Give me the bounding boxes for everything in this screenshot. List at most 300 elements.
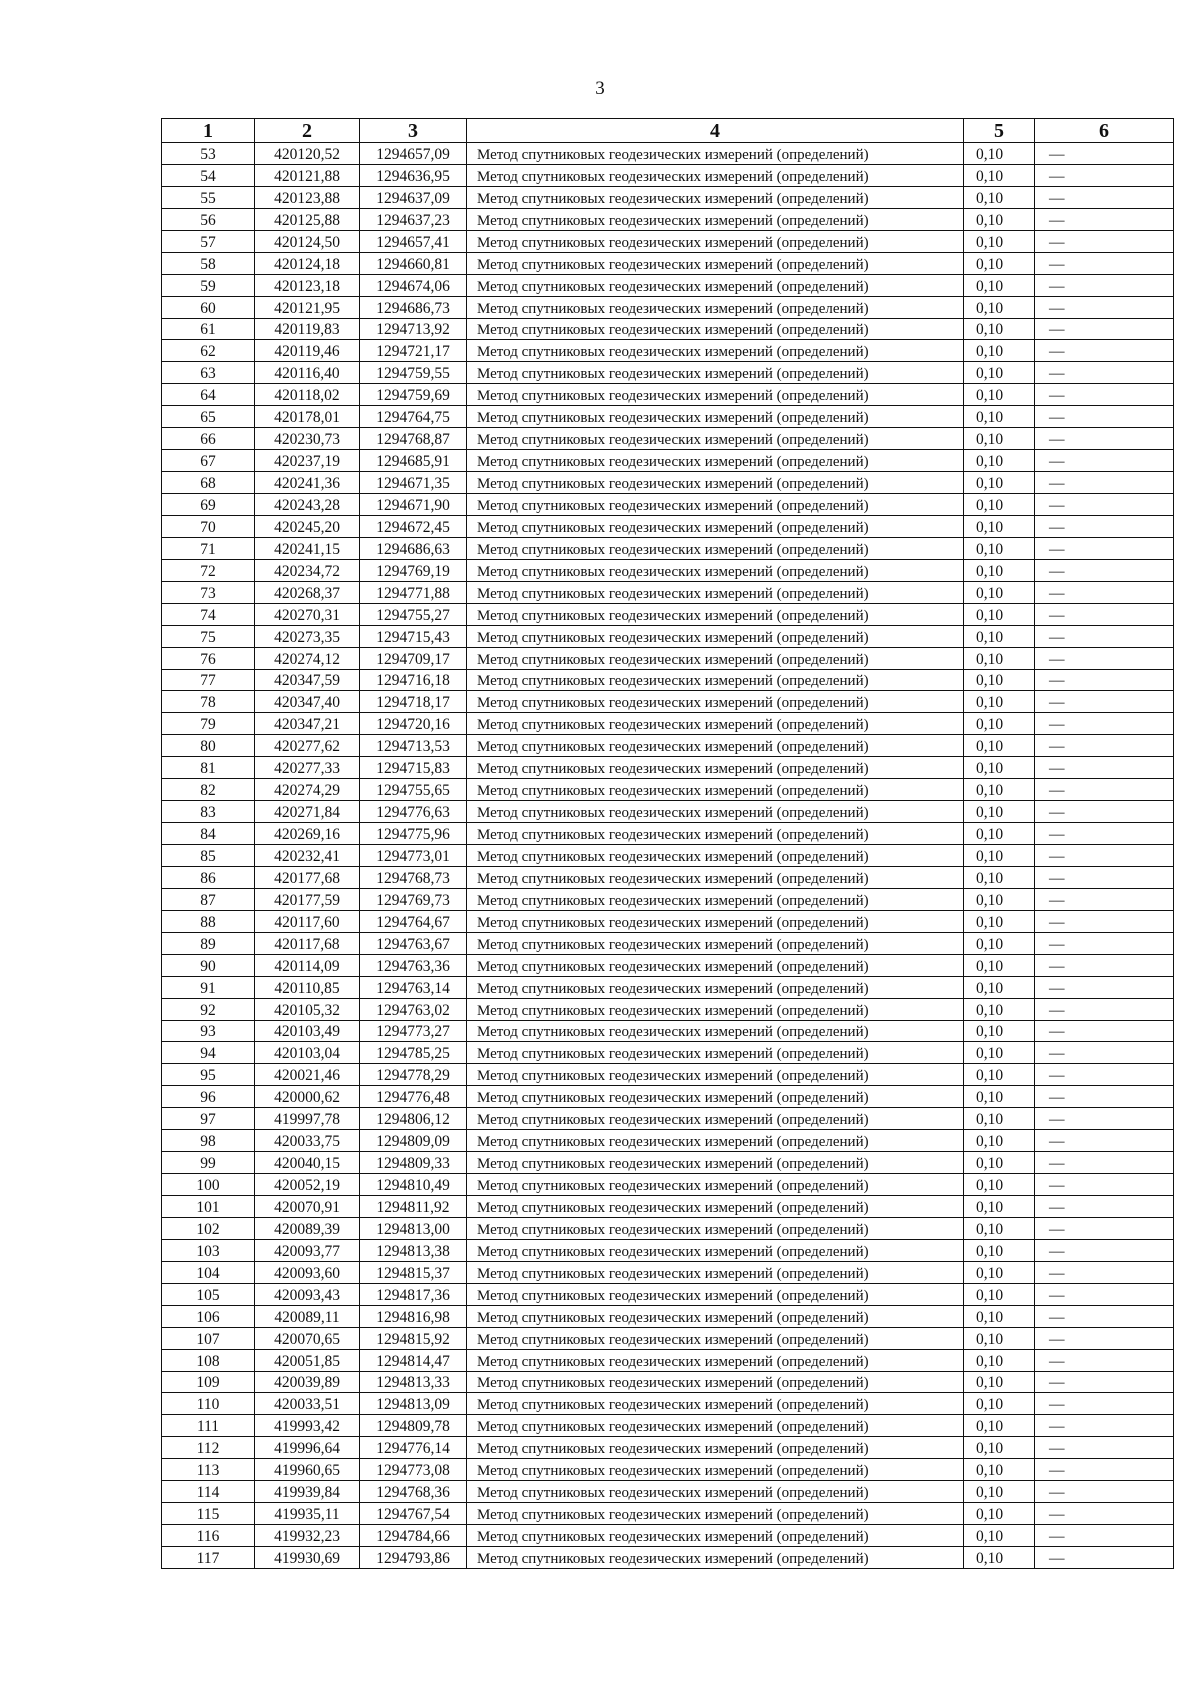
point-number-cell: 98 <box>162 1130 255 1152</box>
point-number-cell: 93 <box>162 1020 255 1042</box>
accuracy-cell: 0,10 <box>964 1042 1035 1064</box>
method-cell: Метод спутниковых геодезических измерений (определений) <box>467 1525 964 1547</box>
x-coordinate-cell: 420052,19 <box>255 1174 360 1196</box>
x-coordinate-cell: 420121,88 <box>255 164 360 186</box>
point-number-cell: 96 <box>162 1086 255 1108</box>
point-number-cell: 76 <box>162 647 255 669</box>
accuracy-cell: 0,10 <box>964 757 1035 779</box>
accuracy-cell: 0,10 <box>964 1393 1035 1415</box>
table-row <box>162 1327 1174 1349</box>
note-cell: — <box>1035 910 1174 932</box>
accuracy-cell: 0,10 <box>964 1174 1035 1196</box>
method-cell: Метод спутниковых геодезических измерений (определений) <box>467 647 964 669</box>
table-row <box>162 1108 1174 1130</box>
point-number-cell: 84 <box>162 823 255 845</box>
x-coordinate-cell: 420121,95 <box>255 296 360 318</box>
table-row <box>162 143 1174 165</box>
y-coordinate-cell: 1294716,18 <box>360 669 467 691</box>
method-cell: Метод спутниковых геодезических измерений (определений) <box>467 1503 964 1525</box>
method-cell: Метод спутниковых геодезических измерений (определений) <box>467 1437 964 1459</box>
note-cell: — <box>1035 252 1174 274</box>
table-row <box>162 1064 1174 1086</box>
x-coordinate-cell: 420178,01 <box>255 406 360 428</box>
point-number-cell: 77 <box>162 669 255 691</box>
accuracy-cell: 0,10 <box>964 1437 1035 1459</box>
note-cell: — <box>1035 1525 1174 1547</box>
point-number-cell: 81 <box>162 757 255 779</box>
point-number-cell: 113 <box>162 1459 255 1481</box>
y-coordinate-cell: 1294657,41 <box>360 230 467 252</box>
table-row <box>162 1503 1174 1525</box>
method-cell: Метод спутниковых геодезических измерений (определений) <box>467 735 964 757</box>
y-coordinate-cell: 1294769,73 <box>360 888 467 910</box>
table-row <box>162 823 1174 845</box>
point-number-cell: 56 <box>162 208 255 230</box>
y-coordinate-cell: 1294764,75 <box>360 406 467 428</box>
accuracy-cell: 0,10 <box>964 1371 1035 1393</box>
column-header: 4 <box>467 119 964 143</box>
y-coordinate-cell: 1294715,43 <box>360 625 467 647</box>
method-cell: Метод спутниковых геодезических измерений (определений) <box>467 1174 964 1196</box>
method-cell: Метод спутниковых геодезических измерений (определений) <box>467 1108 964 1130</box>
x-coordinate-cell: 420119,83 <box>255 318 360 340</box>
table-row <box>162 428 1174 450</box>
table-row <box>162 845 1174 867</box>
note-cell: — <box>1035 406 1174 428</box>
x-coordinate-cell: 420237,19 <box>255 450 360 472</box>
table-row <box>162 581 1174 603</box>
accuracy-cell: 0,10 <box>964 888 1035 910</box>
y-coordinate-cell: 1294815,37 <box>360 1261 467 1283</box>
x-coordinate-cell: 420124,50 <box>255 230 360 252</box>
x-coordinate-cell: 420021,46 <box>255 1064 360 1086</box>
point-number-cell: 109 <box>162 1371 255 1393</box>
note-cell: — <box>1035 1261 1174 1283</box>
point-number-cell: 102 <box>162 1217 255 1239</box>
x-coordinate-cell: 420125,88 <box>255 208 360 230</box>
y-coordinate-cell: 1294809,78 <box>360 1415 467 1437</box>
y-coordinate-cell: 1294686,73 <box>360 296 467 318</box>
method-cell: Метод спутниковых геодезических измерений (определений) <box>467 625 964 647</box>
accuracy-cell: 0,10 <box>964 384 1035 406</box>
table-row <box>162 603 1174 625</box>
x-coordinate-cell: 420039,89 <box>255 1371 360 1393</box>
y-coordinate-cell: 1294809,09 <box>360 1130 467 1152</box>
table-row <box>162 910 1174 932</box>
table-row <box>162 252 1174 274</box>
method-cell: Метод спутниковых геодезических измерений (определений) <box>467 340 964 362</box>
note-cell: — <box>1035 866 1174 888</box>
point-number-cell: 117 <box>162 1547 255 1569</box>
table-row <box>162 186 1174 208</box>
method-cell: Метод спутниковых геодезических измерений (определений) <box>467 998 964 1020</box>
table-row <box>162 669 1174 691</box>
x-coordinate-cell: 420000,62 <box>255 1086 360 1108</box>
method-cell: Метод спутниковых геодезических измерений (определений) <box>467 274 964 296</box>
accuracy-cell: 0,10 <box>964 1130 1035 1152</box>
table-row <box>162 340 1174 362</box>
note-cell: — <box>1035 625 1174 647</box>
note-cell: — <box>1035 1371 1174 1393</box>
method-cell: Метод спутниковых геодезических измерений (определений) <box>467 932 964 954</box>
note-cell: — <box>1035 340 1174 362</box>
point-number-cell: 75 <box>162 625 255 647</box>
point-number-cell: 105 <box>162 1283 255 1305</box>
note-cell: — <box>1035 362 1174 384</box>
table-row <box>162 406 1174 428</box>
note-cell: — <box>1035 647 1174 669</box>
x-coordinate-cell: 420103,49 <box>255 1020 360 1042</box>
method-cell: Метод спутниковых геодезических измерений (определений) <box>467 230 964 252</box>
note-cell: — <box>1035 1174 1174 1196</box>
point-number-cell: 74 <box>162 603 255 625</box>
y-coordinate-cell: 1294815,92 <box>360 1327 467 1349</box>
y-coordinate-cell: 1294771,88 <box>360 581 467 603</box>
method-cell: Метод спутниковых геодезических измерений (определений) <box>467 406 964 428</box>
table-row <box>162 472 1174 494</box>
y-coordinate-cell: 1294637,09 <box>360 186 467 208</box>
point-number-cell: 79 <box>162 713 255 735</box>
method-cell: Метод спутниковых геодезических измерений (определений) <box>467 1305 964 1327</box>
x-coordinate-cell: 420268,37 <box>255 581 360 603</box>
point-number-cell: 80 <box>162 735 255 757</box>
method-cell: Метод спутниковых геодезических измерений (определений) <box>467 1196 964 1218</box>
point-number-cell: 87 <box>162 888 255 910</box>
point-number-cell: 54 <box>162 164 255 186</box>
method-cell: Метод спутниковых геодезических измерений (определений) <box>467 252 964 274</box>
x-coordinate-cell: 420270,31 <box>255 603 360 625</box>
y-coordinate-cell: 1294811,92 <box>360 1196 467 1218</box>
x-coordinate-cell: 420277,62 <box>255 735 360 757</box>
method-cell: Метод спутниковых геодезических измерений (определений) <box>467 1086 964 1108</box>
y-coordinate-cell: 1294778,29 <box>360 1064 467 1086</box>
accuracy-cell: 0,10 <box>964 998 1035 1020</box>
x-coordinate-cell: 419993,42 <box>255 1415 360 1437</box>
y-coordinate-cell: 1294755,65 <box>360 779 467 801</box>
column-header: 1 <box>162 119 255 143</box>
y-coordinate-cell: 1294672,45 <box>360 515 467 537</box>
x-coordinate-cell: 420110,85 <box>255 976 360 998</box>
column-header: 6 <box>1035 119 1174 143</box>
accuracy-cell: 0,10 <box>964 1086 1035 1108</box>
table-row <box>162 515 1174 537</box>
x-coordinate-cell: 420269,16 <box>255 823 360 845</box>
note-cell: — <box>1035 143 1174 165</box>
accuracy-cell: 0,10 <box>964 866 1035 888</box>
x-coordinate-cell: 420093,43 <box>255 1283 360 1305</box>
table-row <box>162 713 1174 735</box>
method-cell: Метод спутниковых геодезических измерений (определений) <box>467 1349 964 1371</box>
x-coordinate-cell: 420117,68 <box>255 932 360 954</box>
table-row <box>162 1020 1174 1042</box>
point-number-cell: 53 <box>162 143 255 165</box>
x-coordinate-cell: 419997,78 <box>255 1108 360 1130</box>
point-number-cell: 110 <box>162 1393 255 1415</box>
y-coordinate-cell: 1294671,35 <box>360 472 467 494</box>
y-coordinate-cell: 1294763,36 <box>360 954 467 976</box>
note-cell: — <box>1035 1130 1174 1152</box>
point-number-cell: 106 <box>162 1305 255 1327</box>
accuracy-cell: 0,10 <box>964 647 1035 669</box>
x-coordinate-cell: 420177,59 <box>255 888 360 910</box>
point-number-cell: 68 <box>162 472 255 494</box>
x-coordinate-cell: 420040,15 <box>255 1152 360 1174</box>
table-row <box>162 384 1174 406</box>
method-cell: Метод спутниковых геодезических измерений (определений) <box>467 1020 964 1042</box>
y-coordinate-cell: 1294721,17 <box>360 340 467 362</box>
page-number: 3 <box>595 78 605 99</box>
note-cell: — <box>1035 296 1174 318</box>
x-coordinate-cell: 420033,51 <box>255 1393 360 1415</box>
note-cell: — <box>1035 1064 1174 1086</box>
note-cell: — <box>1035 164 1174 186</box>
method-cell: Метод спутниковых геодезических измерений (определений) <box>467 1283 964 1305</box>
note-cell: — <box>1035 801 1174 823</box>
x-coordinate-cell: 420093,77 <box>255 1239 360 1261</box>
accuracy-cell: 0,10 <box>964 1239 1035 1261</box>
method-cell: Метод спутниковых геодезических измерений (определений) <box>467 866 964 888</box>
accuracy-cell: 0,10 <box>964 1305 1035 1327</box>
x-coordinate-cell: 420117,60 <box>255 910 360 932</box>
table-row <box>162 1305 1174 1327</box>
note-cell: — <box>1035 450 1174 472</box>
y-coordinate-cell: 1294785,25 <box>360 1042 467 1064</box>
y-coordinate-cell: 1294773,08 <box>360 1459 467 1481</box>
note-cell: — <box>1035 1152 1174 1174</box>
x-coordinate-cell: 420123,18 <box>255 274 360 296</box>
point-number-cell: 103 <box>162 1239 255 1261</box>
note-cell: — <box>1035 954 1174 976</box>
accuracy-cell: 0,10 <box>964 1064 1035 1086</box>
accuracy-cell: 0,10 <box>964 143 1035 165</box>
method-cell: Метод спутниковых геодезических измерений (определений) <box>467 845 964 867</box>
table-row <box>162 757 1174 779</box>
method-cell: Метод спутниковых геодезических измерений (определений) <box>467 1239 964 1261</box>
accuracy-cell: 0,10 <box>964 537 1035 559</box>
table-row <box>162 274 1174 296</box>
point-number-cell: 85 <box>162 845 255 867</box>
accuracy-cell: 0,10 <box>964 274 1035 296</box>
point-number-cell: 82 <box>162 779 255 801</box>
table-row <box>162 866 1174 888</box>
table-row <box>162 1547 1174 1569</box>
y-coordinate-cell: 1294806,12 <box>360 1108 467 1130</box>
table-row <box>162 450 1174 472</box>
table-row <box>162 1481 1174 1503</box>
y-coordinate-cell: 1294768,73 <box>360 866 467 888</box>
x-coordinate-cell: 420103,04 <box>255 1042 360 1064</box>
point-number-cell: 64 <box>162 384 255 406</box>
x-coordinate-cell: 419996,64 <box>255 1437 360 1459</box>
method-cell: Метод спутниковых геодезических измерений (определений) <box>467 910 964 932</box>
method-cell: Метод спутниковых геодезических измерений (определений) <box>467 362 964 384</box>
y-coordinate-cell: 1294755,27 <box>360 603 467 625</box>
y-coordinate-cell: 1294768,36 <box>360 1481 467 1503</box>
table-row <box>162 954 1174 976</box>
point-number-cell: 108 <box>162 1349 255 1371</box>
method-cell: Метод спутниковых геодезических измерений (определений) <box>467 581 964 603</box>
method-cell: Метод спутниковых геодезических измерений (определений) <box>467 296 964 318</box>
y-coordinate-cell: 1294636,95 <box>360 164 467 186</box>
column-header: 5 <box>964 119 1035 143</box>
y-coordinate-cell: 1294763,02 <box>360 998 467 1020</box>
accuracy-cell: 0,10 <box>964 450 1035 472</box>
method-cell: Метод спутниковых геодезических измерений (определений) <box>467 1152 964 1174</box>
table-row <box>162 318 1174 340</box>
table-row <box>162 932 1174 954</box>
x-coordinate-cell: 420271,84 <box>255 801 360 823</box>
x-coordinate-cell: 419932,23 <box>255 1525 360 1547</box>
note-cell: — <box>1035 318 1174 340</box>
accuracy-cell: 0,10 <box>964 428 1035 450</box>
point-number-cell: 114 <box>162 1481 255 1503</box>
accuracy-cell: 0,10 <box>964 603 1035 625</box>
accuracy-cell: 0,10 <box>964 713 1035 735</box>
method-cell: Метод спутниковых геодезических измерений (определений) <box>467 186 964 208</box>
table-row <box>162 1283 1174 1305</box>
x-coordinate-cell: 420241,36 <box>255 472 360 494</box>
point-number-cell: 91 <box>162 976 255 998</box>
y-coordinate-cell: 1294813,33 <box>360 1371 467 1393</box>
accuracy-cell: 0,10 <box>964 208 1035 230</box>
accuracy-cell: 0,10 <box>964 1349 1035 1371</box>
method-cell: Метод спутниковых геодезических измерений (определений) <box>467 713 964 735</box>
accuracy-cell: 0,10 <box>964 340 1035 362</box>
method-cell: Метод спутниковых геодезических измерений (определений) <box>467 976 964 998</box>
y-coordinate-cell: 1294775,96 <box>360 823 467 845</box>
x-coordinate-cell: 420274,29 <box>255 779 360 801</box>
note-cell: — <box>1035 230 1174 252</box>
x-coordinate-cell: 419939,84 <box>255 1481 360 1503</box>
accuracy-cell: 0,10 <box>964 932 1035 954</box>
point-number-cell: 60 <box>162 296 255 318</box>
y-coordinate-cell: 1294657,09 <box>360 143 467 165</box>
table-row <box>162 1239 1174 1261</box>
y-coordinate-cell: 1294720,16 <box>360 713 467 735</box>
method-cell: Метод спутниковых геодезических измерений (определений) <box>467 164 964 186</box>
accuracy-cell: 0,10 <box>964 472 1035 494</box>
x-coordinate-cell: 420243,28 <box>255 494 360 516</box>
y-coordinate-cell: 1294713,53 <box>360 735 467 757</box>
table-row <box>162 537 1174 559</box>
note-cell: — <box>1035 713 1174 735</box>
note-cell: — <box>1035 494 1174 516</box>
x-coordinate-cell: 420347,40 <box>255 691 360 713</box>
table-row <box>162 1349 1174 1371</box>
x-coordinate-cell: 420347,21 <box>255 713 360 735</box>
table-row <box>162 208 1174 230</box>
y-coordinate-cell: 1294759,69 <box>360 384 467 406</box>
accuracy-cell: 0,10 <box>964 823 1035 845</box>
note-cell: — <box>1035 691 1174 713</box>
note-cell: — <box>1035 208 1174 230</box>
accuracy-cell: 0,10 <box>964 625 1035 647</box>
accuracy-cell: 0,10 <box>964 362 1035 384</box>
x-coordinate-cell: 420033,75 <box>255 1130 360 1152</box>
accuracy-cell: 0,10 <box>964 494 1035 516</box>
table-row <box>162 735 1174 757</box>
table-row <box>162 1130 1174 1152</box>
note-cell: — <box>1035 1283 1174 1305</box>
x-coordinate-cell: 420124,18 <box>255 252 360 274</box>
table-row <box>162 296 1174 318</box>
x-coordinate-cell: 420093,60 <box>255 1261 360 1283</box>
method-cell: Метод спутниковых геодезических измерений (определений) <box>467 1327 964 1349</box>
table-row <box>162 1415 1174 1437</box>
method-cell: Метод спутниковых геодезических измерений (определений) <box>467 1371 964 1393</box>
note-cell: — <box>1035 1481 1174 1503</box>
note-cell: — <box>1035 1547 1174 1569</box>
table-row <box>162 888 1174 910</box>
table-row <box>162 1152 1174 1174</box>
x-coordinate-cell: 420118,02 <box>255 384 360 406</box>
table-row <box>162 779 1174 801</box>
method-cell: Метод спутниковых геодезических измерений (определений) <box>467 208 964 230</box>
accuracy-cell: 0,10 <box>964 296 1035 318</box>
accuracy-cell: 0,10 <box>964 1196 1035 1218</box>
accuracy-cell: 0,10 <box>964 1020 1035 1042</box>
method-cell: Метод спутниковых геодезических измерений (определений) <box>467 757 964 779</box>
note-cell: — <box>1035 888 1174 910</box>
y-coordinate-cell: 1294776,14 <box>360 1437 467 1459</box>
point-number-cell: 55 <box>162 186 255 208</box>
x-coordinate-cell: 420123,88 <box>255 186 360 208</box>
x-coordinate-cell: 420105,32 <box>255 998 360 1020</box>
point-number-cell: 97 <box>162 1108 255 1130</box>
point-number-cell: 62 <box>162 340 255 362</box>
note-cell: — <box>1035 976 1174 998</box>
point-number-cell: 83 <box>162 801 255 823</box>
coordinates-table <box>161 118 1174 1569</box>
accuracy-cell: 0,10 <box>964 1547 1035 1569</box>
method-cell: Метод спутниковых геодезических измерений (определений) <box>467 669 964 691</box>
table-row <box>162 164 1174 186</box>
table-row <box>162 1042 1174 1064</box>
note-cell: — <box>1035 1042 1174 1064</box>
x-coordinate-cell: 420070,91 <box>255 1196 360 1218</box>
table-body <box>162 143 1174 1569</box>
point-number-cell: 88 <box>162 910 255 932</box>
accuracy-cell: 0,10 <box>964 954 1035 976</box>
accuracy-cell: 0,10 <box>964 845 1035 867</box>
y-coordinate-cell: 1294660,81 <box>360 252 467 274</box>
y-coordinate-cell: 1294817,36 <box>360 1283 467 1305</box>
point-number-cell: 90 <box>162 954 255 976</box>
y-coordinate-cell: 1294814,47 <box>360 1349 467 1371</box>
point-number-cell: 59 <box>162 274 255 296</box>
y-coordinate-cell: 1294813,09 <box>360 1393 467 1415</box>
point-number-cell: 78 <box>162 691 255 713</box>
accuracy-cell: 0,10 <box>964 1261 1035 1283</box>
y-coordinate-cell: 1294784,66 <box>360 1525 467 1547</box>
y-coordinate-cell: 1294769,19 <box>360 559 467 581</box>
y-coordinate-cell: 1294773,27 <box>360 1020 467 1042</box>
y-coordinate-cell: 1294813,00 <box>360 1217 467 1239</box>
accuracy-cell: 0,10 <box>964 252 1035 274</box>
table-row <box>162 625 1174 647</box>
table-row <box>162 1174 1174 1196</box>
x-coordinate-cell: 419960,65 <box>255 1459 360 1481</box>
table-row <box>162 1261 1174 1283</box>
accuracy-cell: 0,10 <box>964 669 1035 691</box>
method-cell: Метод спутниковых геодезических измерений (определений) <box>467 823 964 845</box>
x-coordinate-cell: 420089,39 <box>255 1217 360 1239</box>
table-row <box>162 1196 1174 1218</box>
x-coordinate-cell: 420089,11 <box>255 1305 360 1327</box>
point-number-cell: 63 <box>162 362 255 384</box>
table-row <box>162 230 1174 252</box>
x-coordinate-cell: 420177,68 <box>255 866 360 888</box>
